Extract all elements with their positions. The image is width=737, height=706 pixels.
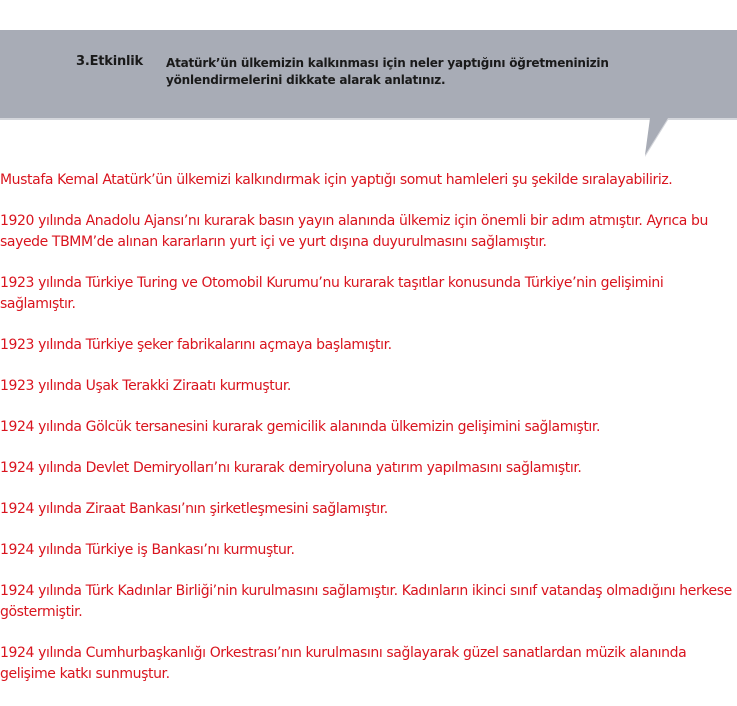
answer-paragraph: 1923 yılında Türkiye şeker fabrikalarını açmaya başlamıştır.	[0, 337, 392, 353]
answer-paragraph: 1920 yılında Anadolu Ajansı’nı kurarak basın yayın alanında ülkemiz için önemli bir adım atmıştır. Ayrıca bu sayede TBMM’de alınan kararların yurt içi ve yurt dışına duyurulmasını sağlamıştır.	[0, 213, 708, 250]
answer-paragraph: 1924 yılında Türkiye iş Bankası’nı kurmuştur.	[0, 542, 295, 558]
answer-paragraph: 1924 yılında Ziraat Bankası’nın şirketleşmesini sağlamıştır.	[0, 501, 388, 517]
activity-instruction	[166, 55, 696, 89]
answer-paragraph-intro: Mustafa Kemal Atatürk’ün ülkemizi kalkındırmak için yaptığı somut hamleleri şu şekilde sıralayabiliriz.	[0, 172, 673, 188]
activity-speech-bubble	[0, 0, 737, 160]
instruction-line-1: Atatürk’ün ülkemizin kalkınması için neler yaptığını öğretmeninizin	[166, 56, 609, 70]
answer-paragraph: 1923 yılında Uşak Terakki Ziraatı kurmuştur.	[0, 378, 291, 394]
activity-number-label: 3.Etkinlik	[76, 54, 143, 69]
answer-paragraph: 1924 yılında Gölcük tersanesini kurarak gemicilik alanında ülkemizin gelişimini sağlamıştır.	[0, 419, 601, 435]
instruction-line-2: yönlendirmelerini dikkate alarak anlatınız.	[166, 73, 446, 87]
answer-paragraph: 1924 yılında Türk Kadınlar Birliği’nin kurulmasını sağlamıştır. Kadınların ikinci sınıf vatandaş olmadığını herkese göstermiştir.	[0, 583, 732, 620]
answer-text-list	[0, 170, 737, 705]
answer-paragraph: 1924 yılında Devlet Demiryolları’nı kurarak demiryoluna yatırım yapılmasını sağlamıştır.	[0, 460, 582, 476]
answer-paragraph: 1924 yılında Cumhurbaşkanlığı Orkestrası’nın kurulmasını sağlayarak güzel sanatlardan müzik alanında gelişime katkı sunmuştur.	[0, 645, 687, 682]
answer-paragraph: 1923 yılında Türkiye Turing ve Otomobil Kurumu’nu kurarak taşıtlar konusunda Türkiye’nin gelişimini sağlamıştır.	[0, 275, 664, 312]
